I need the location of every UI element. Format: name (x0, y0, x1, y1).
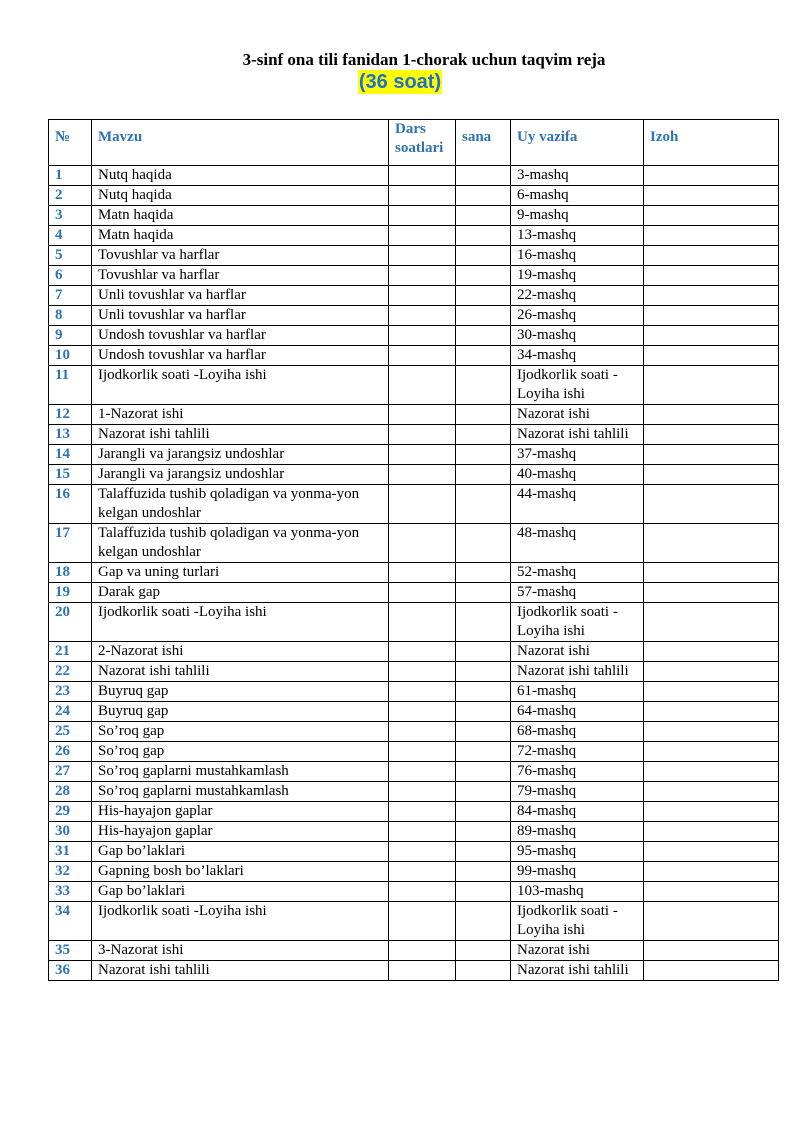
date-cell (456, 405, 511, 425)
lesson-hours-cell (389, 603, 456, 642)
lesson-hours-cell (389, 524, 456, 563)
table-row (49, 266, 779, 286)
date-cell (456, 306, 511, 326)
lesson-hours-cell (389, 425, 456, 445)
table-body (49, 166, 779, 981)
table-row (49, 286, 779, 306)
homework-cell: 44-mashq (511, 485, 644, 524)
topic-cell: Nutq haqida (92, 166, 389, 186)
row-number-cell: 26 (49, 742, 92, 762)
lesson-hours-cell (389, 862, 456, 882)
table-row (49, 306, 779, 326)
homework-cell: 61-mashq (511, 682, 644, 702)
homework-cell: Nazorat ishi (511, 642, 644, 662)
homework-cell: Nazorat ishi tahlili (511, 425, 644, 445)
table-row (49, 425, 779, 445)
table-row (49, 226, 779, 246)
row-number-cell: 6 (49, 266, 92, 286)
row-number-cell: 17 (49, 524, 92, 563)
topic-cell: Gap bo’laklari (92, 842, 389, 862)
row-number-cell: 30 (49, 822, 92, 842)
lesson-hours-cell (389, 802, 456, 822)
homework-cell: 52-mashq (511, 563, 644, 583)
table-row (49, 802, 779, 822)
topic-cell: Undosh tovushlar va harflar (92, 326, 389, 346)
topic-cell: So’roq gap (92, 722, 389, 742)
note-cell (644, 902, 779, 941)
homework-cell: Ijodkorlik soati -Loyiha ishi (511, 603, 644, 642)
header-homework: Uy vazifa (511, 120, 644, 166)
lesson-hours-cell (389, 702, 456, 722)
topic-cell: Ijodkorlik soati -Loyiha ishi (92, 366, 389, 405)
row-number-cell: 32 (49, 862, 92, 882)
row-number-cell: 3 (49, 206, 92, 226)
date-cell (456, 186, 511, 206)
table-row (49, 206, 779, 226)
table-row (49, 662, 779, 682)
row-number-cell: 19 (49, 583, 92, 603)
note-cell (644, 642, 779, 662)
date-cell (456, 603, 511, 642)
note-cell (644, 782, 779, 802)
row-number-cell: 11 (49, 366, 92, 405)
homework-cell: 6-mashq (511, 186, 644, 206)
row-number-cell: 15 (49, 465, 92, 485)
table-row (49, 445, 779, 465)
note-cell (644, 702, 779, 722)
header-note: Izoh (644, 120, 779, 166)
topic-cell: Talaffuzida tushib qoladigan va yonma-yon kelgan undoshlar (92, 485, 389, 524)
note-cell (644, 405, 779, 425)
row-number-cell: 14 (49, 445, 92, 465)
homework-cell: 19-mashq (511, 266, 644, 286)
homework-cell: 22-mashq (511, 286, 644, 306)
note-cell (644, 166, 779, 186)
note-cell (644, 882, 779, 902)
topic-cell: Nutq haqida (92, 186, 389, 206)
homework-cell: 16-mashq (511, 246, 644, 266)
date-cell (456, 862, 511, 882)
topic-cell: Buyruq gap (92, 682, 389, 702)
table-row (49, 346, 779, 366)
topic-cell: Unli tovushlar va harflar (92, 306, 389, 326)
header-topic: Mavzu (92, 120, 389, 166)
row-number-cell: 9 (49, 326, 92, 346)
date-cell (456, 902, 511, 941)
topic-cell: His-hayajon gaplar (92, 822, 389, 842)
topic-cell: Nazorat ishi tahlili (92, 425, 389, 445)
row-number-cell: 21 (49, 642, 92, 662)
homework-cell: 79-mashq (511, 782, 644, 802)
row-number-cell: 5 (49, 246, 92, 266)
note-cell (644, 366, 779, 405)
lesson-hours-cell (389, 882, 456, 902)
row-number-cell: 7 (49, 286, 92, 306)
topic-cell: 2-Nazorat ishi (92, 642, 389, 662)
row-number-cell: 28 (49, 782, 92, 802)
header-lesson-hours: Dars soatlari (389, 120, 456, 166)
note-cell (644, 941, 779, 961)
table-row (49, 326, 779, 346)
lesson-hours-cell (389, 961, 456, 981)
row-number-cell: 12 (49, 405, 92, 425)
date-cell (456, 941, 511, 961)
homework-cell: 26-mashq (511, 306, 644, 326)
table-row (49, 246, 779, 266)
table-row (49, 465, 779, 485)
row-number-cell: 24 (49, 702, 92, 722)
homework-cell: 37-mashq (511, 445, 644, 465)
date-cell (456, 266, 511, 286)
homework-cell: 3-mashq (511, 166, 644, 186)
table-row (49, 902, 779, 941)
date-cell (456, 742, 511, 762)
date-cell (456, 961, 511, 981)
lesson-hours-cell (389, 563, 456, 583)
row-number-cell: 18 (49, 563, 92, 583)
homework-cell: 76-mashq (511, 762, 644, 782)
note-cell (644, 326, 779, 346)
note-cell (644, 306, 779, 326)
date-cell (456, 524, 511, 563)
page-title: 3-sinf ona tili fanidan 1-chorak uchun taqvim reja (242, 50, 606, 69)
topic-cell: Jarangli va jarangsiz undoshlar (92, 445, 389, 465)
note-cell (644, 662, 779, 682)
topic-cell: Jarangli va jarangsiz undoshlar (92, 465, 389, 485)
table-row (49, 961, 779, 981)
date-cell (456, 682, 511, 702)
topic-cell: Darak gap (92, 583, 389, 603)
subtitle-container (0, 70, 800, 94)
note-cell (644, 603, 779, 642)
table-row (49, 186, 779, 206)
note-cell (644, 862, 779, 882)
topic-cell: Ijodkorlik soati -Loyiha ishi (92, 603, 389, 642)
homework-cell: 89-mashq (511, 822, 644, 842)
row-number-cell: 2 (49, 186, 92, 206)
date-cell (456, 226, 511, 246)
date-cell (456, 563, 511, 583)
calendar-plan-table (48, 119, 779, 981)
note-cell (644, 206, 779, 226)
note-cell (644, 445, 779, 465)
lesson-hours-cell (389, 941, 456, 961)
homework-cell: 40-mashq (511, 465, 644, 485)
row-number-cell: 13 (49, 425, 92, 445)
date-cell (456, 346, 511, 366)
row-number-cell: 1 (49, 166, 92, 186)
row-number-cell: 35 (49, 941, 92, 961)
note-cell (644, 762, 779, 782)
note-cell (644, 583, 779, 603)
row-number-cell: 33 (49, 882, 92, 902)
note-cell (644, 524, 779, 563)
date-cell (456, 286, 511, 306)
note-cell (644, 425, 779, 445)
homework-cell: 30-mashq (511, 326, 644, 346)
table-row (49, 941, 779, 961)
lesson-hours-cell (389, 346, 456, 366)
date-cell (456, 166, 511, 186)
table-row (49, 485, 779, 524)
table-row (49, 702, 779, 722)
lesson-hours-cell (389, 782, 456, 802)
row-number-cell: 8 (49, 306, 92, 326)
date-cell (456, 206, 511, 226)
homework-cell: 34-mashq (511, 346, 644, 366)
lesson-hours-cell (389, 246, 456, 266)
date-cell (456, 722, 511, 742)
table-row (49, 603, 779, 642)
date-cell (456, 782, 511, 802)
note-cell (644, 286, 779, 306)
date-cell (456, 702, 511, 722)
lesson-hours-cell (389, 226, 456, 246)
table-row (49, 762, 779, 782)
table-header-row (49, 120, 779, 166)
lesson-hours-cell (389, 306, 456, 326)
topic-cell: Unli tovushlar va harflar (92, 286, 389, 306)
topic-cell: His-hayajon gaplar (92, 802, 389, 822)
date-cell (456, 842, 511, 862)
date-cell (456, 445, 511, 465)
lesson-hours-cell (389, 405, 456, 425)
date-cell (456, 583, 511, 603)
row-number-cell: 29 (49, 802, 92, 822)
note-cell (644, 961, 779, 981)
topic-cell: Tovushlar va harflar (92, 266, 389, 286)
homework-cell: 99-mashq (511, 862, 644, 882)
note-cell (644, 485, 779, 524)
topic-cell: Nazorat ishi tahlili (92, 961, 389, 981)
lesson-hours-cell (389, 266, 456, 286)
row-number-cell: 25 (49, 722, 92, 742)
topic-cell: Talaffuzida tushib qoladigan va yonma-yon kelgan undoshlar (92, 524, 389, 563)
topic-cell: So’roq gaplarni mustahkamlash (92, 782, 389, 802)
lesson-hours-cell (389, 326, 456, 346)
homework-cell: Nazorat ishi (511, 405, 644, 425)
lesson-hours-cell (389, 366, 456, 405)
page-subtitle: (36 soat) (358, 71, 442, 93)
topic-cell: 1-Nazorat ishi (92, 405, 389, 425)
row-number-cell: 36 (49, 961, 92, 981)
row-number-cell: 4 (49, 226, 92, 246)
homework-cell: Nazorat ishi (511, 941, 644, 961)
note-cell (644, 822, 779, 842)
lesson-hours-cell (389, 642, 456, 662)
date-cell (456, 425, 511, 445)
date-cell (456, 882, 511, 902)
lesson-hours-cell (389, 465, 456, 485)
homework-cell: 48-mashq (511, 524, 644, 563)
homework-cell: Ijodkorlik soati -Loyiha ishi (511, 366, 644, 405)
lesson-hours-cell (389, 206, 456, 226)
topic-cell: Gap va uning turlari (92, 563, 389, 583)
table-row (49, 583, 779, 603)
lesson-hours-cell (389, 842, 456, 862)
lesson-hours-cell (389, 485, 456, 524)
row-number-cell: 34 (49, 902, 92, 941)
date-cell (456, 326, 511, 346)
homework-cell: 64-mashq (511, 702, 644, 722)
note-cell (644, 842, 779, 862)
date-cell (456, 366, 511, 405)
topic-cell: So’roq gap (92, 742, 389, 762)
date-cell (456, 465, 511, 485)
note-cell (644, 346, 779, 366)
topic-cell: 3-Nazorat ishi (92, 941, 389, 961)
topic-cell: Matn haqida (92, 226, 389, 246)
date-cell (456, 246, 511, 266)
date-cell (456, 822, 511, 842)
homework-cell: 68-mashq (511, 722, 644, 742)
note-cell (644, 563, 779, 583)
table-row (49, 822, 779, 842)
homework-cell: 9-mashq (511, 206, 644, 226)
note-cell (644, 186, 779, 206)
table-row (49, 682, 779, 702)
row-number-cell: 10 (49, 346, 92, 366)
table-row (49, 166, 779, 186)
topic-cell: Matn haqida (92, 206, 389, 226)
topic-cell: Nazorat ishi tahlili (92, 662, 389, 682)
table-row (49, 366, 779, 405)
note-cell (644, 722, 779, 742)
note-cell (644, 465, 779, 485)
lesson-hours-cell (389, 186, 456, 206)
homework-cell: 57-mashq (511, 583, 644, 603)
topic-cell: Tovushlar va harflar (92, 246, 389, 266)
date-cell (456, 762, 511, 782)
row-number-cell: 20 (49, 603, 92, 642)
homework-cell: 84-mashq (511, 802, 644, 822)
row-number-cell: 31 (49, 842, 92, 862)
header-number: № (49, 120, 92, 166)
date-cell (456, 642, 511, 662)
note-cell (644, 802, 779, 822)
lesson-hours-cell (389, 742, 456, 762)
homework-cell: 95-mashq (511, 842, 644, 862)
topic-cell: So’roq gaplarni mustahkamlash (92, 762, 389, 782)
lesson-hours-cell (389, 682, 456, 702)
note-cell (644, 266, 779, 286)
note-cell (644, 246, 779, 266)
homework-cell: Nazorat ishi tahlili (511, 961, 644, 981)
date-cell (456, 662, 511, 682)
note-cell (644, 742, 779, 762)
row-number-cell: 22 (49, 662, 92, 682)
lesson-hours-cell (389, 822, 456, 842)
row-number-cell: 16 (49, 485, 92, 524)
homework-cell: Ijodkorlik soati -Loyiha ishi (511, 902, 644, 941)
table-row (49, 842, 779, 862)
lesson-hours-cell (389, 166, 456, 186)
table-row (49, 742, 779, 762)
table-row (49, 782, 779, 802)
homework-cell: 13-mashq (511, 226, 644, 246)
lesson-hours-cell (389, 445, 456, 465)
topic-cell: Gap bo’laklari (92, 882, 389, 902)
table-row (49, 722, 779, 742)
lesson-hours-cell (389, 583, 456, 603)
date-cell (456, 485, 511, 524)
topic-cell: Undosh tovushlar va harflar (92, 346, 389, 366)
date-cell (456, 802, 511, 822)
homework-cell: Nazorat ishi tahlili (511, 662, 644, 682)
homework-cell: 103-mashq (511, 882, 644, 902)
homework-cell: 72-mashq (511, 742, 644, 762)
table-row (49, 405, 779, 425)
header-date: sana (456, 120, 511, 166)
lesson-hours-cell (389, 722, 456, 742)
table-row (49, 642, 779, 662)
lesson-hours-cell (389, 902, 456, 941)
note-cell (644, 682, 779, 702)
table-row (49, 862, 779, 882)
note-cell (644, 226, 779, 246)
row-number-cell: 23 (49, 682, 92, 702)
topic-cell: Buyruq gap (92, 702, 389, 722)
lesson-hours-cell (389, 286, 456, 306)
row-number-cell: 27 (49, 762, 92, 782)
table-row (49, 882, 779, 902)
lesson-hours-cell (389, 762, 456, 782)
table-row (49, 563, 779, 583)
lesson-hours-cell (389, 662, 456, 682)
topic-cell: Ijodkorlik soati -Loyiha ishi (92, 902, 389, 941)
topic-cell: Gapning bosh bo’laklari (92, 862, 389, 882)
table-row (49, 524, 779, 563)
